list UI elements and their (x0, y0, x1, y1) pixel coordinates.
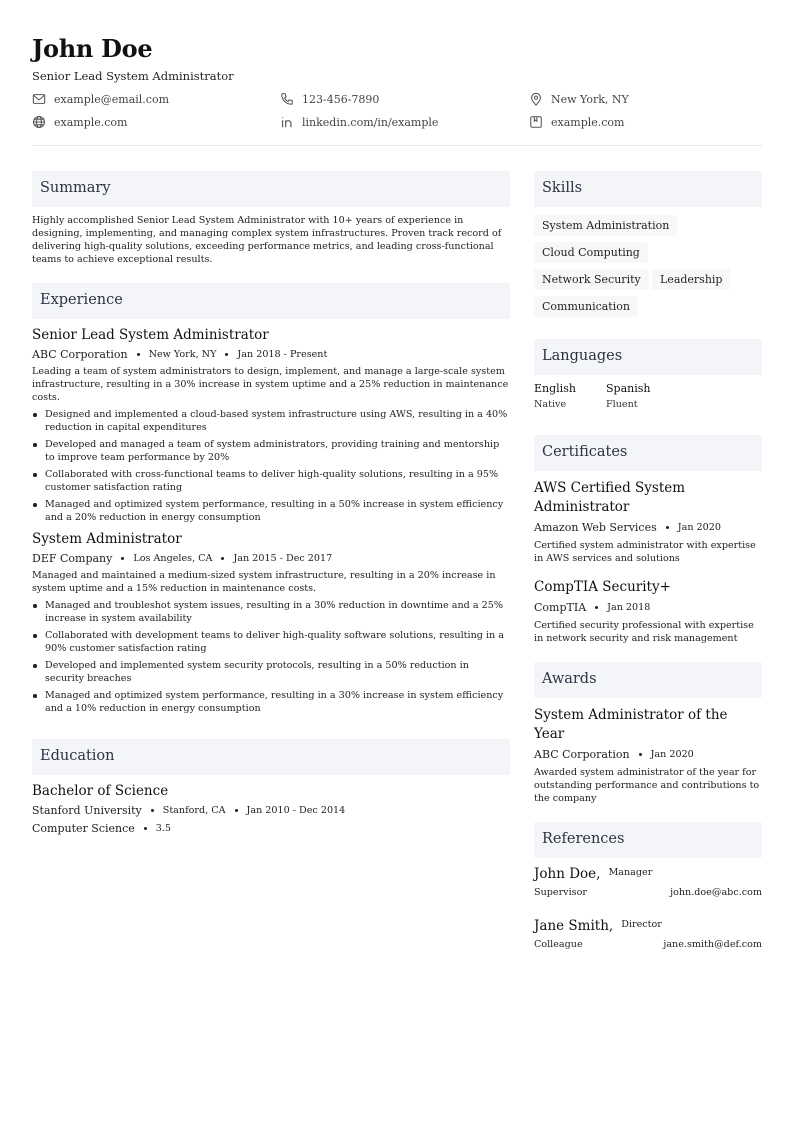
job-bullet: Managed and optimized system performance, resulting in a 50% increase in system efficiency and a 20% reduction in energy consumption (32, 498, 510, 524)
job-bullet: Developed and implemented system security protocols, resulting in a 50% reduction in security breaches (32, 659, 510, 685)
experience-heading: Experience (40, 292, 123, 308)
language-level: Native (534, 399, 567, 410)
job-dates: Jan 2015 - Dec 2017 (233, 553, 333, 564)
job-meta (32, 348, 510, 361)
contact-portfolio-text: example.com (551, 115, 625, 129)
education-heading: Education (40, 748, 115, 764)
experience-entry (32, 327, 510, 528)
candidate-name: John Doe (32, 34, 153, 63)
skill-chip: System Administration (534, 215, 677, 236)
job-company: DEF Company (32, 552, 113, 565)
education-meta (32, 804, 510, 817)
education-field-meta (32, 822, 510, 835)
job-title: System Administrator (32, 531, 182, 547)
job-company: ABC Corporation (32, 348, 128, 361)
separator-dot (225, 353, 228, 356)
school-location: Stanford, CA (162, 805, 226, 816)
skill-chip: Cloud Computing (534, 242, 648, 263)
job-bullet: Managed and troubleshot system issues, resulting in a 30% reduction in downtime and a 25% increase in system availability (32, 599, 510, 625)
job-dates: Jan 2018 - Present (237, 349, 328, 360)
language-item (534, 382, 576, 410)
separator-dot (121, 557, 124, 560)
awards-section-header (534, 662, 762, 698)
separator-dot (137, 353, 140, 356)
certificate-title: CompTIA Security+ (534, 579, 671, 595)
job-bullet: Designed and implemented a cloud-based system infrastructure using AWS, resulting in a 40% reduction in capital expenditures (32, 408, 510, 434)
contact-email-text: example@email.com (54, 92, 170, 106)
summary-section-header (32, 171, 510, 207)
location-pin-icon (529, 92, 543, 106)
certificates-heading: Certificates (542, 444, 628, 460)
reference-name: Jane Smith, (534, 918, 614, 934)
school-name: Stanford University (32, 804, 142, 817)
linkedin-icon (280, 115, 294, 129)
certificate-description: Certified system administrator with expertise in AWS services and solutions (534, 540, 756, 564)
reference-entry (534, 866, 762, 898)
separator-dot (235, 809, 238, 812)
contact-linkedin-text: linkedin.com/in/example (302, 115, 439, 129)
candidate-headline: Senior Lead System Administrator (32, 69, 234, 83)
job-location: Los Angeles, CA (133, 553, 213, 564)
contact-phone[interactable] (280, 92, 379, 106)
language-name: English (534, 382, 576, 395)
reference-email[interactable]: john.doe@abc.com (670, 887, 762, 898)
job-bullet: Developed and managed a team of system administrators, providing training and mentorship to improve team performance by 20% (32, 438, 510, 464)
reference-role: Manager (608, 867, 653, 878)
certificate-date: Jan 2020 (677, 522, 721, 533)
job-description: Leading a team of system administrators to design, implement, and manage a large-scale system infrastructure, resulting in a 30% increase in system uptime and a 25% reduction in maintenance costs. (32, 366, 509, 403)
certificate-issuer: Amazon Web Services (534, 521, 657, 534)
contact-linkedin[interactable] (280, 115, 438, 129)
reference-relation: Supervisor (534, 887, 587, 898)
job-bullet: Managed and optimized system performance, resulting in a 30% increase in system efficiency and a 10% reduction in energy consumption (32, 689, 510, 715)
bookmark-icon (529, 115, 543, 129)
reference-name: John Doe, (534, 866, 601, 882)
experience-entry (32, 531, 510, 719)
reference-email[interactable]: jane.smith@def.com (663, 939, 762, 950)
languages-section-header (534, 339, 762, 375)
language-item (606, 382, 650, 410)
contact-phone-text: 123-456-7890 (302, 92, 380, 106)
degree-title: Bachelor of Science (32, 783, 169, 799)
job-location: New York, NY (148, 349, 217, 360)
mail-icon (32, 92, 46, 106)
certificate-entry (534, 578, 762, 645)
contact-email[interactable] (32, 92, 169, 106)
award-title: System Administrator of the Year (534, 707, 728, 742)
reference-role: Director (621, 919, 662, 930)
skills-heading: Skills (542, 180, 583, 196)
separator-dot (639, 753, 642, 756)
skill-chip: Leadership (652, 269, 730, 290)
gpa: 3.5 (155, 823, 172, 834)
education-section-header (32, 739, 510, 775)
certificate-meta (534, 521, 762, 534)
separator-dot (221, 557, 224, 560)
contact-location-text: New York, NY (551, 92, 629, 106)
separator-dot (595, 606, 598, 609)
references-heading: References (542, 831, 625, 847)
skill-chip: Network Security (534, 269, 649, 290)
award-entry (534, 706, 762, 805)
certificate-date: Jan 2018 (607, 602, 651, 613)
reference-entry (534, 918, 762, 950)
certificate-meta (534, 601, 762, 614)
contact-location (529, 92, 629, 106)
job-bullets (32, 599, 510, 715)
separator-dot (144, 827, 147, 830)
skill-chip: Communication (534, 296, 638, 317)
separator-dot (151, 809, 154, 812)
education-entry (32, 783, 510, 835)
skills-section-header (534, 171, 762, 207)
contact-portfolio[interactable] (529, 115, 624, 129)
education-dates: Jan 2010 - Dec 2014 (246, 805, 346, 816)
contact-website-text: example.com (54, 115, 128, 129)
certificate-issuer: CompTIA (534, 601, 587, 614)
awards-heading: Awards (542, 671, 597, 687)
field-of-study: Computer Science (32, 822, 135, 835)
job-description: Managed and maintained a medium-sized system infrastructure, resulting in a 20% increase in system uptime and a 15% reduction in maintenance costs. (32, 570, 496, 594)
certificate-description: Certified security professional with expertise in network security and risk management (534, 620, 754, 644)
award-description: Awarded system administrator of the year for outstanding performance and contributions to the company (534, 767, 760, 804)
award-date: Jan 2020 (650, 749, 694, 760)
header-divider (32, 145, 762, 146)
job-title: Senior Lead System Administrator (32, 327, 269, 343)
certificates-section-header (534, 435, 762, 471)
language-level: Fluent (606, 399, 638, 410)
language-name: Spanish (606, 382, 651, 395)
references-section-header (534, 822, 762, 858)
contact-website[interactable] (32, 115, 127, 129)
certificate-title: AWS Certified System Administrator (534, 480, 686, 515)
award-issuer: ABC Corporation (534, 748, 630, 761)
job-bullet: Collaborated with cross-functional teams to deliver high-quality solutions, resulting in a 95% customer satisfaction rating (32, 468, 510, 494)
job-meta (32, 552, 510, 565)
job-bullets (32, 408, 510, 524)
summary-heading: Summary (40, 180, 111, 196)
phone-icon (280, 92, 294, 106)
separator-dot (666, 526, 669, 529)
reference-relation: Colleague (534, 939, 583, 950)
certificate-entry (534, 479, 762, 565)
languages-heading: Languages (542, 348, 623, 364)
summary-text: Highly accomplished Senior Lead System Administrator with 10+ years of experience in designing, implementing, and managing complex system infrastructures. Proven track record of delivering high-quality solutions, exceeding performance metrics, and leading cross-functional teams to achieve exceptional results. (32, 215, 502, 265)
job-bullet: Collaborated with development teams to deliver high-quality software solutions, resulting in a 90% customer satisfaction rating (32, 629, 510, 655)
award-meta (534, 748, 762, 761)
experience-section-header (32, 283, 510, 319)
globe-icon (32, 115, 46, 129)
